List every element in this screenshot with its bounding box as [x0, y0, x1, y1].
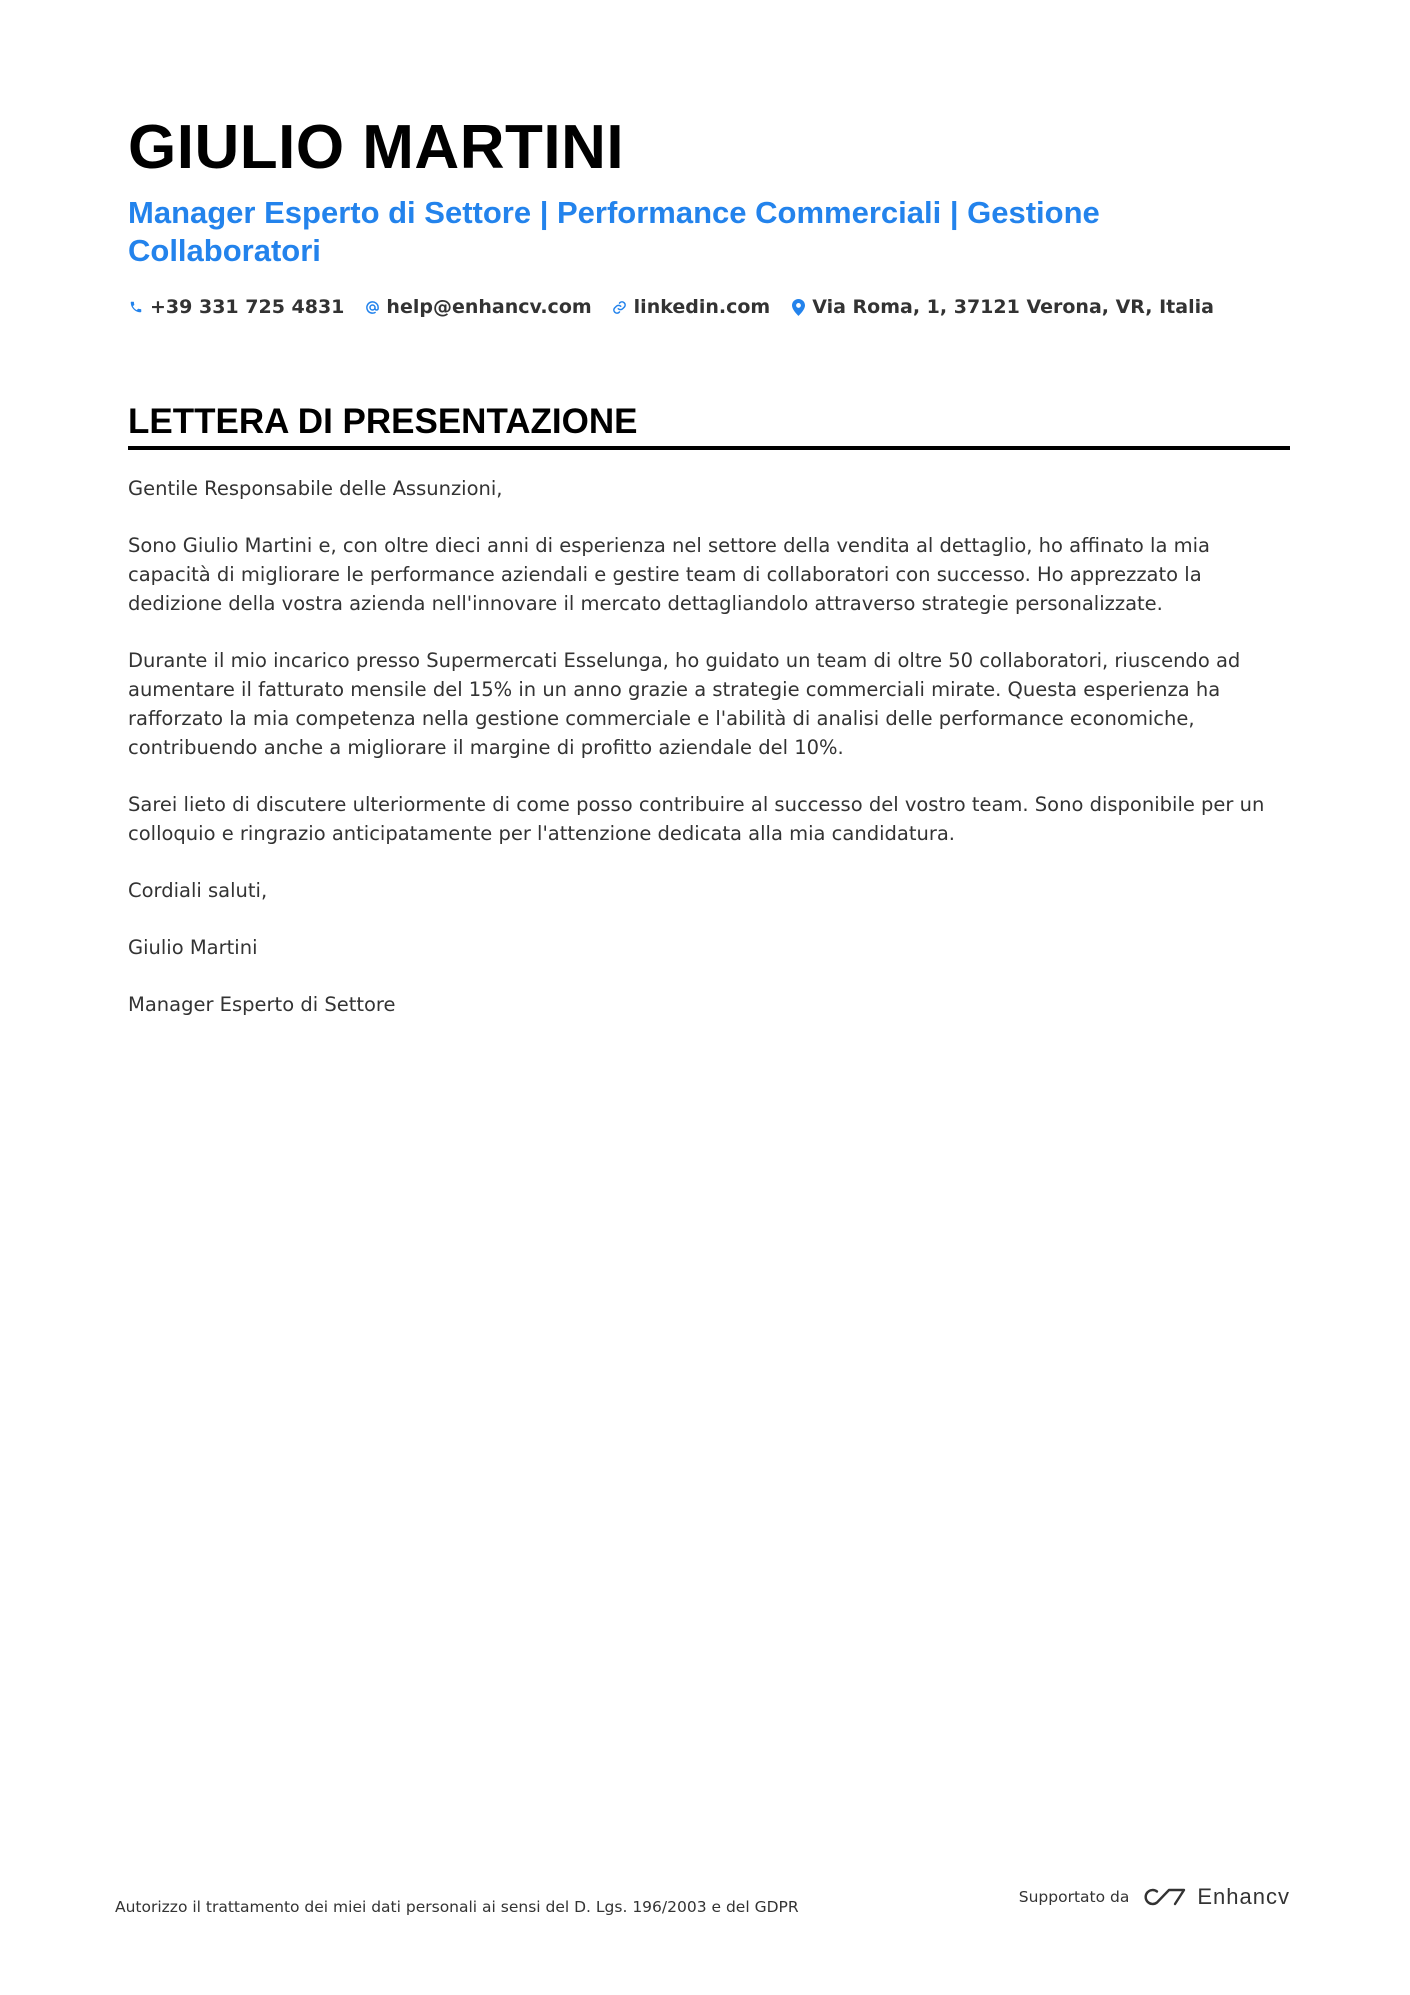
phone-icon [128, 297, 144, 317]
letter-closing: Cordiali saluti, [128, 879, 268, 902]
enhancv-logo-icon [1141, 1885, 1187, 1909]
email-text: help@enhancv.com [386, 296, 592, 318]
letter-paragraph: Durante il mio incarico presso Supermercati Esselunga, ho guidato un team di oltre 50 collaboratori, riuscendo ad aumentare il fatturato mensile del 15% in un anno grazie a strategie commerciali mirate. Questa esperienza ha rafforzato la mia competenza nella gestione commerciale e l'abilità di analisi delle performance economiche, contribuendo anche a migliorare il margine di profitto aziendale del 10%. [128, 649, 1241, 759]
powered-by-label: Supportato da [1018, 1888, 1130, 1906]
contact-email[interactable] [364, 296, 591, 318]
link-icon [612, 297, 628, 317]
candidate-headline: Manager Esperto di Settore | Performance Commerciali | Gestione Collaboratori [128, 195, 1100, 268]
linkedin-text: linkedin.com [633, 296, 771, 318]
phone-text: +39 331 725 4831 [150, 296, 345, 318]
letter-salutation: Gentile Responsabile delle Assunzioni, [128, 477, 503, 500]
contact-address [790, 296, 1214, 318]
candidate-name: GIULIO MARTINI [128, 113, 625, 182]
cover-letter-page [128, 110, 1290, 1047]
signature-title: Manager Esperto di Settore [128, 993, 396, 1016]
brand-name: Enhancv [1197, 1884, 1290, 1909]
contact-bar [128, 296, 1290, 318]
location-pin-icon [790, 297, 806, 317]
address-text: Via Roma, 1, 37121 Verona, VR, Italia [812, 296, 1214, 318]
powered-by[interactable] [1019, 1884, 1290, 1910]
contact-phone[interactable] [128, 296, 344, 318]
letter-paragraph: Sarei lieto di discutere ulteriormente di come posso contribuire al successo del vostro team. Sono disponibile per un colloquio e ringrazio anticipatamente per l'attenzione dedicata alla mia candidatura. [128, 793, 1265, 845]
letter-body [128, 474, 1290, 1019]
consent-notice: Autorizzo il trattamento dei miei dati personali ai sensi del D. Lgs. 196/2003 e del GDPR [115, 1898, 799, 1916]
section-title: LETTERA DI PRESENTAZIONE [128, 400, 1290, 450]
contact-linkedin[interactable] [612, 296, 771, 318]
letter-paragraph: Sono Giulio Martini e, con oltre dieci anni di esperienza nel settore della vendita al dettaglio, ho affinato la mia capacità di migliorare le performance aziendali e gestire team di collaboratori con successo. Ho apprezzato la dedizione della vostra azienda nell'innovare il mercato dettagliandolo attraverso strategie personalizzate. [128, 534, 1210, 615]
at-icon [364, 297, 380, 317]
signature-name: Giulio Martini [128, 936, 258, 959]
